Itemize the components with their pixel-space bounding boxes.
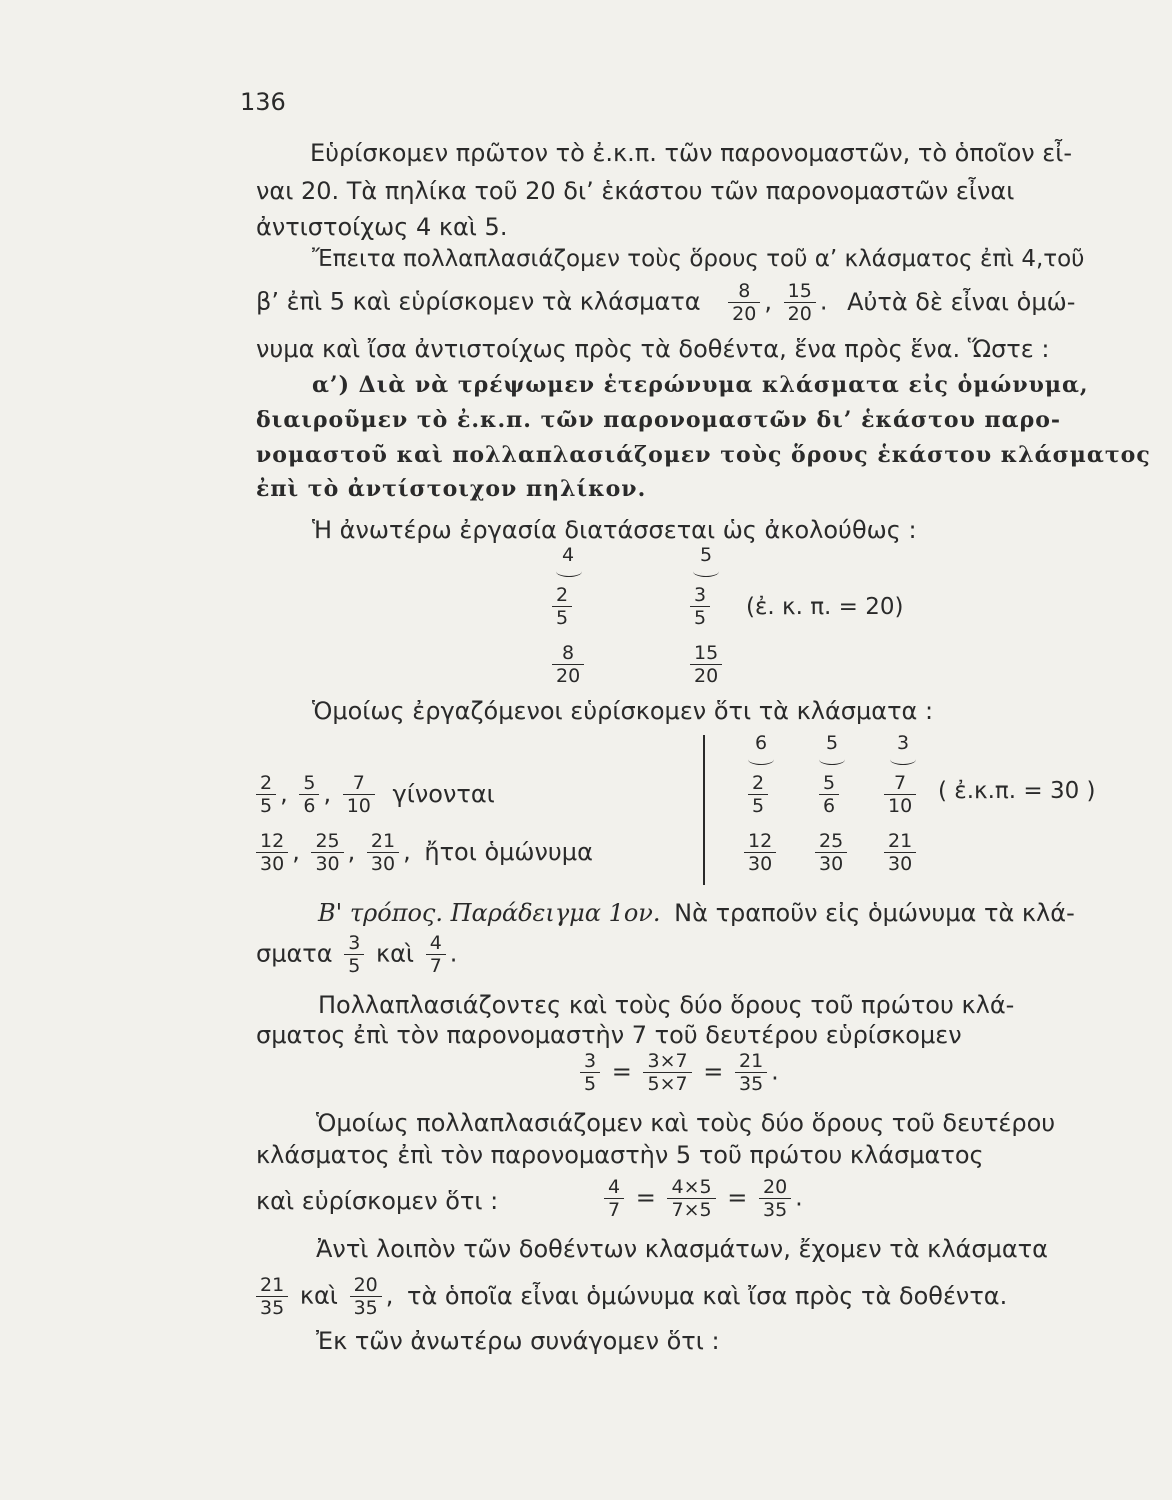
fraction xyxy=(344,932,364,977)
denominator: 20 xyxy=(728,302,760,325)
fraction xyxy=(552,642,584,687)
arc-mark xyxy=(748,754,774,765)
multiplier: 4 xyxy=(562,544,575,566)
denominator: 5×7 xyxy=(643,1072,691,1095)
equals-sign: = xyxy=(703,1057,724,1086)
numerator: 2 xyxy=(260,772,273,794)
fraction xyxy=(690,642,722,687)
text-segment: τὰ ὁποῖα εἶναι ὁμώνυμα καὶ ἴσα πρὸς τὰ δοθέντα. xyxy=(407,1281,1008,1310)
numerator: 2 xyxy=(752,772,765,794)
lcm-label: ( ἐ.κ.π. = 30 ) xyxy=(938,778,1096,804)
multiplier: 5 xyxy=(700,544,713,566)
fraction xyxy=(256,1274,288,1319)
numerator: 20 xyxy=(353,1274,378,1296)
numerator: 15 xyxy=(694,642,719,664)
equals-sign: = xyxy=(727,1183,748,1212)
paragraph-line: Ὁμοίως πολλαπλασιάζομεν καὶ τοὺς δύο ὅρους τοῦ δευτέρου xyxy=(316,1109,1056,1137)
numerator: 25 xyxy=(819,830,844,852)
denominator: 10 xyxy=(343,794,375,817)
denominator: 30 xyxy=(815,852,847,875)
denominator: 20 xyxy=(690,664,722,687)
numerator: 12 xyxy=(260,830,285,852)
numerator: 25 xyxy=(315,830,340,852)
numerator: 15 xyxy=(787,280,812,302)
fraction xyxy=(256,772,276,817)
rule-line: α’) Διὰ νὰ τρέψωμεν ἑτερώνυμα κλάσματα εἰς ὁμώνυμα, xyxy=(312,372,1089,398)
numerator: 5 xyxy=(823,772,836,794)
equals-sign: = xyxy=(635,1183,656,1212)
denominator: 5 xyxy=(580,1072,600,1095)
denominator: 35 xyxy=(735,1072,767,1095)
numerator: 4×5 xyxy=(671,1176,712,1198)
text-segment: γίνονται xyxy=(392,779,495,808)
denominator: 35 xyxy=(350,1296,382,1319)
numerator: 21 xyxy=(260,1274,285,1296)
denominator: 20 xyxy=(552,664,584,687)
text-segment: σματα xyxy=(256,939,333,968)
numerator: 7 xyxy=(352,772,365,794)
fraction xyxy=(884,772,916,817)
paragraph-line: Εὑρίσκομεν πρῶτον τὸ ἐ.κ.π. τῶν παρονομαστῶν, τὸ ὁποῖον εἶ- xyxy=(310,139,1073,167)
denominator: 30 xyxy=(367,852,399,875)
rule-line: διαιροῦμεν τὸ ἐ.κ.π. τῶν παρονομαστῶν δι’ ἑκάστου παρο- xyxy=(256,407,1061,433)
fraction xyxy=(819,772,839,817)
rule-line: ἐπὶ τὸ ἀντίστοιχον πηλίκον. xyxy=(256,476,647,502)
fraction xyxy=(343,772,375,817)
paragraph-line: Ἔπειτα πολλαπλασιάζομεν τοὺς ὅρους τοῦ α’ κλάσματος ἐπὶ 4,τοῦ xyxy=(312,246,1085,272)
fraction xyxy=(552,584,572,629)
multiplier: 5 xyxy=(826,732,839,754)
fraction-row: $\frac{2}{5}$ , $\frac{5}{6}$ , $\frac{7}{10}$ γίνονται xyxy=(252,772,495,817)
paragraph-line: Ἐκ τῶν ἀνωτέρω συνάγομεν ὅτι : xyxy=(316,1327,720,1355)
denominator: 30 xyxy=(311,852,343,875)
fraction xyxy=(350,1274,382,1319)
fraction xyxy=(367,830,399,875)
paragraph-line: καὶ εὑρίσκομεν ὅτι : xyxy=(256,1187,499,1215)
numerator: 8 xyxy=(738,280,751,302)
multiplier: 6 xyxy=(755,732,768,754)
paragraph-line-with-fractions: β’ ἐπὶ 5 καὶ εὑρίσκομεν τὰ κλάσματα $\frac{8}{20}$ , $\frac{15}{20}$ . Αὐτὰ δὲ εἶναι ὁμώ- xyxy=(256,280,1076,325)
denominator: 30 xyxy=(256,852,288,875)
numerator: 8 xyxy=(562,642,575,664)
numerator: 5 xyxy=(303,772,316,794)
denominator: 5 xyxy=(344,954,364,977)
paragraph-line-with-fractions: σματα $\frac{3}{5}$ καὶ $\frac{4}{7}$ . xyxy=(256,932,458,977)
numerator: 21 xyxy=(738,1050,764,1072)
scheme-intro: Ἡ ἀνωτέρω ἐργασία διατάσσεται ὡς ἀκολούθως : xyxy=(312,516,917,544)
fraction xyxy=(884,830,916,875)
paragraph-line: κλάσματος ἐπὶ τὸν παρονομαστὴν 5 τοῦ πρώτου κλάσματος xyxy=(256,1141,984,1169)
fraction xyxy=(784,280,816,325)
paragraph-line: ἀντιστοίχως 4 καὶ 5. xyxy=(256,213,508,241)
numerator: 3 xyxy=(694,584,707,606)
paragraph-line: σματος ἐπὶ τὸν παρονομαστὴν 7 τοῦ δευτέρου εὑρίσκομεν xyxy=(256,1021,962,1049)
numerator: 20 xyxy=(762,1176,788,1198)
numerator: 12 xyxy=(748,830,773,852)
method-heading: Β' τρόπος. Παράδειγμα 1ον. xyxy=(318,899,661,927)
numerator: 7 xyxy=(894,772,907,794)
paragraph-line-with-fractions: $\frac{21}{35}$ καὶ $\frac{20}{35}$ , τὰ ὁποῖα εἶναι ὁμώνυμα καὶ ἴσα πρὸς τὰ δοθέντα. xyxy=(256,1274,1007,1319)
paragraph-line: ναι 20. Τὰ πηλίκα τοῦ 20 δι’ ἑκάστου τῶν παρονομαστῶν εἶναι xyxy=(256,177,1015,205)
arc-mark xyxy=(890,754,916,765)
arc-mark xyxy=(819,754,845,765)
lcm-label: (ἐ. κ. π. = 20) xyxy=(746,594,904,620)
text-segment: καὶ xyxy=(299,1281,338,1310)
numerator: 3 xyxy=(584,1050,597,1072)
arc-mark xyxy=(556,566,582,577)
fraction xyxy=(311,830,343,875)
text-segment: β’ ἐπὶ 5 καὶ εὑρίσκομεν τὰ κλάσματα xyxy=(256,287,701,316)
numerator: 3×7 xyxy=(647,1050,688,1072)
example-intro: Ὁμοίως ἐργαζόμενοι εὑρίσκομεν ὅτι τὰ κλάσματα : xyxy=(312,697,934,725)
denominator: 35 xyxy=(256,1296,288,1319)
denominator: 5 xyxy=(256,794,276,817)
numerator: 21 xyxy=(888,830,913,852)
fraction xyxy=(604,1176,624,1221)
fraction xyxy=(690,584,710,629)
fraction-row: $\frac{12}{30}$ , $\frac{25}{30}$ , $\frac{21}{30}$ , ἤτοι ὁμώνυμα xyxy=(252,830,593,875)
fraction xyxy=(256,830,288,875)
method-heading-line xyxy=(318,898,1075,928)
denominator: 6 xyxy=(299,794,319,817)
arc-mark xyxy=(693,566,719,577)
denominator: 30 xyxy=(744,852,776,875)
denominator: 7 xyxy=(426,954,446,977)
numerator: 4 xyxy=(429,932,442,954)
denominator: 35 xyxy=(759,1198,791,1221)
paragraph-line: Ἀντὶ λοιπὸν τῶν δοθέντων κλασμάτων, ἔχομεν τὰ κλάσματα xyxy=(316,1235,1048,1263)
page-number: 136 xyxy=(240,88,286,116)
numerator: 4 xyxy=(608,1176,621,1198)
fraction xyxy=(759,1176,791,1221)
text-segment: καὶ xyxy=(375,939,415,968)
text-segment: Νὰ τραποῦν εἰς ὁμώνυμα τὰ κλά- xyxy=(674,899,1075,927)
fraction xyxy=(744,830,776,875)
fraction xyxy=(748,772,768,817)
numerator: 21 xyxy=(370,830,396,852)
multiplier: 3 xyxy=(897,732,910,754)
equals-sign: = xyxy=(611,1057,632,1086)
denominator: 7×5 xyxy=(667,1198,715,1221)
numerator: 3 xyxy=(348,932,361,954)
rule-line: νομαστοῦ καὶ πολλαπλασιάζομεν τοὺς ὅρους ἑκάστου κλάσματος xyxy=(256,442,1151,468)
equation-2: $\frac{4}{7}$ = $\frac{4\times 5}{7\times 5}$ = $\frac{20}{35}$ . xyxy=(600,1176,803,1221)
denominator: 10 xyxy=(884,794,916,817)
paragraph-line: Πολλαπλασιάζοντες καὶ τοὺς δύο ὅρους τοῦ πρώτου κλά- xyxy=(318,991,1015,1019)
numerator: 2 xyxy=(556,584,569,606)
equation-1: $\frac{3}{5}$ = $\frac{3\times 7}{5\times 7}$ = $\frac{21}{35}$ . xyxy=(576,1050,779,1095)
denominator: 5 xyxy=(748,794,768,817)
fraction xyxy=(580,1050,600,1095)
fraction xyxy=(426,932,446,977)
denominator: 7 xyxy=(604,1198,624,1221)
denominator: 30 xyxy=(884,852,916,875)
fraction xyxy=(299,772,319,817)
text-segment: Αὐτὰ δὲ εἶναι ὁμώ- xyxy=(847,287,1076,316)
denominator: 6 xyxy=(819,794,839,817)
text-segment: ἤτοι ὁμώνυμα xyxy=(424,837,593,866)
denominator: 20 xyxy=(784,302,816,325)
denominator: 5 xyxy=(552,606,572,629)
fraction xyxy=(735,1050,767,1095)
fraction xyxy=(643,1050,691,1095)
fraction xyxy=(667,1176,715,1221)
denominator: 5 xyxy=(690,606,710,629)
vertical-divider xyxy=(703,735,705,885)
fraction xyxy=(815,830,847,875)
fraction xyxy=(728,280,760,325)
paragraph-line: νυμα καὶ ἴσα ἀντιστοίχως πρὸς τὰ δοθέντα, ἕνα πρὸς ἕνα. Ὥστε : xyxy=(256,335,1050,363)
